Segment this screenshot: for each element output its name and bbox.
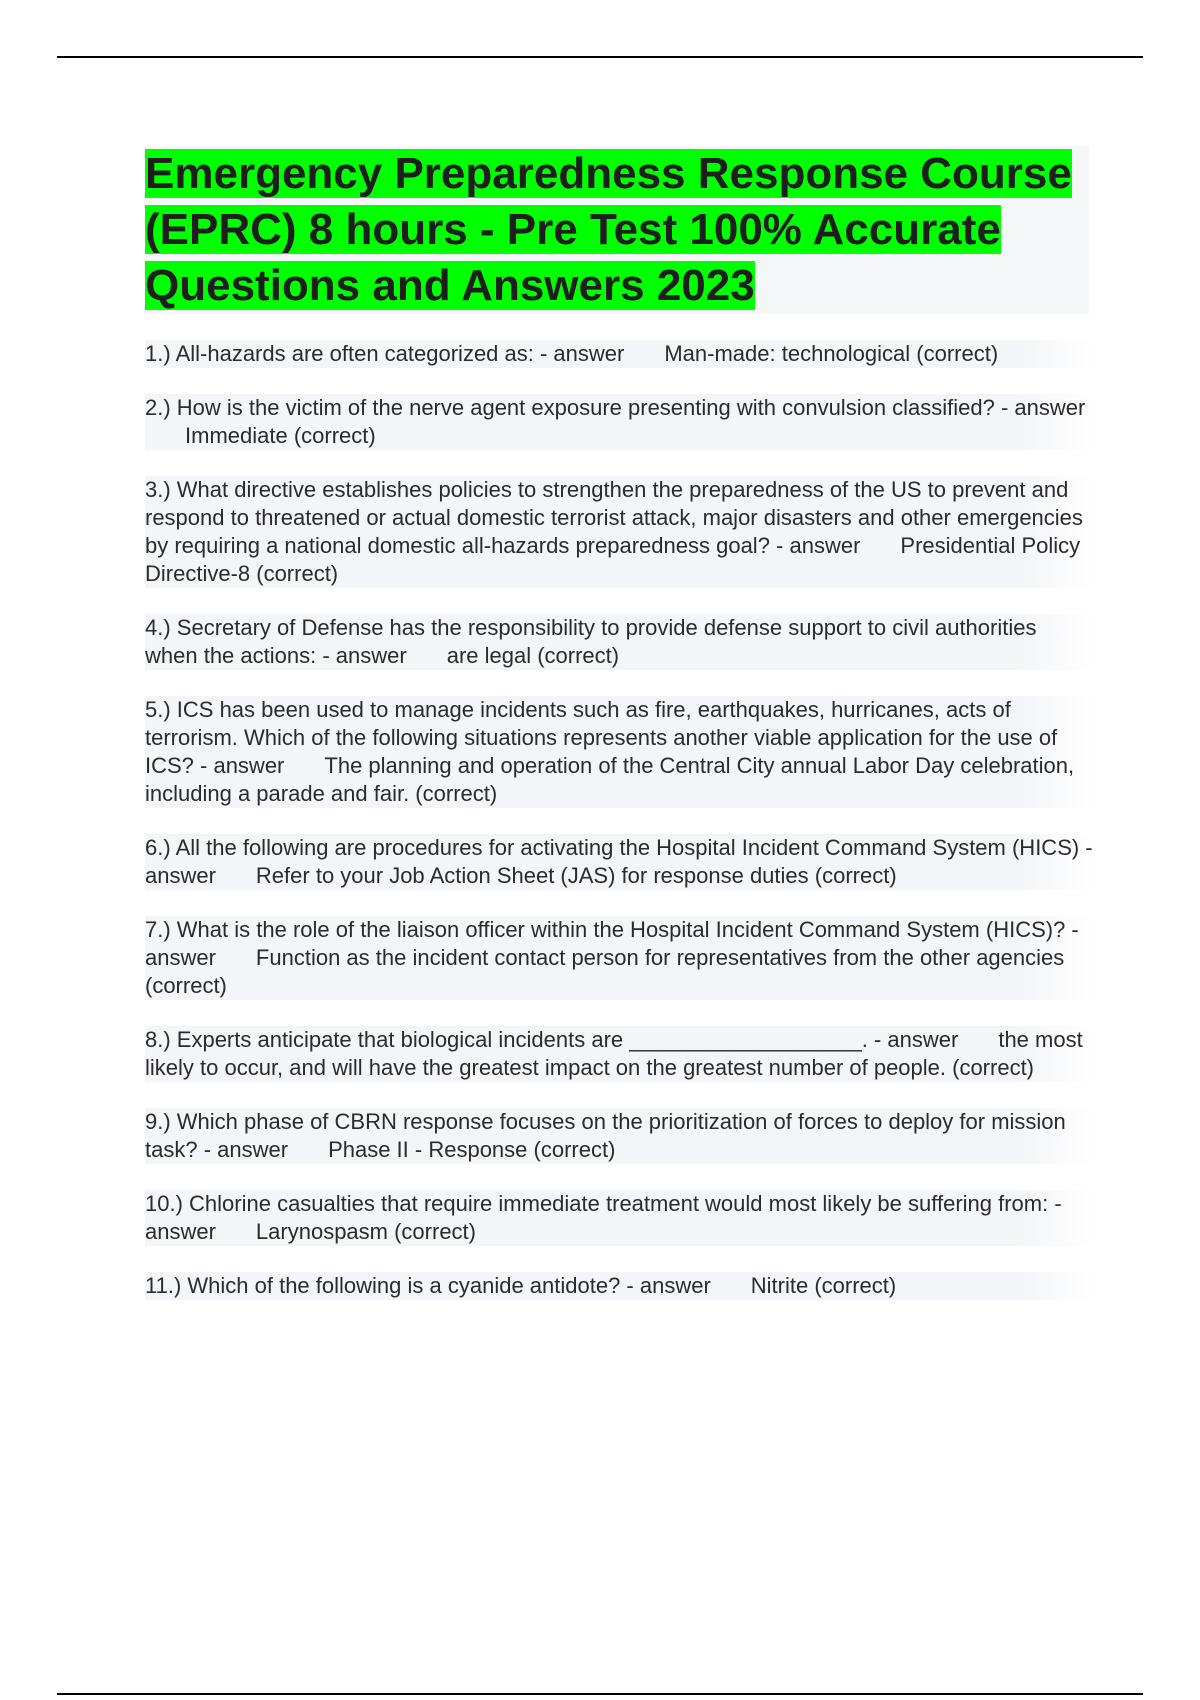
qa-item [145, 340, 1095, 368]
answer-text: Function as the incident contact person for representatives from the other agencies (correct) [145, 945, 1065, 998]
qa-item [145, 1108, 1095, 1164]
answer-text: Larynospasm (correct) [255, 1219, 476, 1244]
qa-item [145, 614, 1095, 670]
question-text: 8.) Experts anticipate that biological incidents are ___________________. - answer [145, 1027, 959, 1052]
question-text: 2.) How is the victim of the nerve agent exposure presenting with convulsion classified? - answer [145, 395, 1086, 420]
answer-text: Nitrite (correct) [750, 1273, 897, 1298]
answer-text: Immediate (correct) [185, 423, 376, 448]
title-highlight: Emergency Preparedness Response Course (EPRC) 8 hours - Pre Test 100% Accurate Questions and Answers 2023 [145, 149, 1072, 310]
top-divider [57, 56, 1143, 58]
qa-item [145, 1272, 1095, 1300]
qa-item [145, 916, 1095, 1000]
question-text: 6.) All the following are procedures for activating the Hospital Incident Command System (HICS) - answer [145, 835, 1093, 888]
document-title [145, 146, 1089, 314]
question-text: 10.) Chlorine casualties that require immediate treatment would most likely be suffering from: - answer [145, 1191, 1062, 1244]
question-text: 11.) Which of the following is a cyanide antidote? - answer [145, 1273, 711, 1298]
question-text: 4.) Secretary of Defense has the responsibility to provide defense support to civil authorities when the actions: - answer [145, 615, 1037, 668]
answer-text: Man-made: technological (correct) [664, 341, 999, 366]
qa-item [145, 476, 1095, 588]
qa-item [145, 834, 1095, 890]
question-text: 1.) All-hazards are often categorized as: - answer [145, 341, 625, 366]
answer-text: Presidential Policy Directive-8 (correct) [145, 533, 1081, 586]
question-text: 7.) What is the role of the liaison officer within the Hospital Incident Command System (HICS)? - answer [145, 917, 1079, 970]
answer-text: Refer to your Job Action Sheet (JAS) for response duties (correct) [255, 863, 897, 888]
qa-item [145, 1190, 1095, 1246]
qa-item [145, 394, 1095, 450]
question-text: 9.) Which phase of CBRN response focuses on the prioritization of forces to deploy for mission task? - answer [145, 1109, 1066, 1162]
answer-text: are legal (correct) [446, 643, 620, 668]
answer-text: Phase II - Response (correct) [328, 1137, 616, 1162]
qa-item [145, 1026, 1095, 1082]
question-text: 5.) ICS has been used to manage incidents such as fire, earthquakes, hurricanes, acts of terrorism. Which of the following situations represents another viable application for the use of ICS? - answer [145, 697, 1058, 778]
answer-text: the most likely to occur, and will have the greatest impact on the greatest number of people. (correct) [145, 1027, 1083, 1080]
bottom-divider [57, 1693, 1143, 1695]
title-block [145, 146, 1089, 314]
question-text: 3.) What directive establishes policies to strengthen the preparedness of the US to prevent and respond to threatened or actual domestic terrorist attack, major disasters and other emergencies by requiring a national domestic all-hazards preparedness goal? - answer [145, 477, 1083, 558]
qa-list [145, 340, 1095, 1326]
qa-item [145, 696, 1095, 808]
answer-text: The planning and operation of the Central City annual Labor Day celebration, including a parade and fair. (correct) [145, 753, 1075, 806]
